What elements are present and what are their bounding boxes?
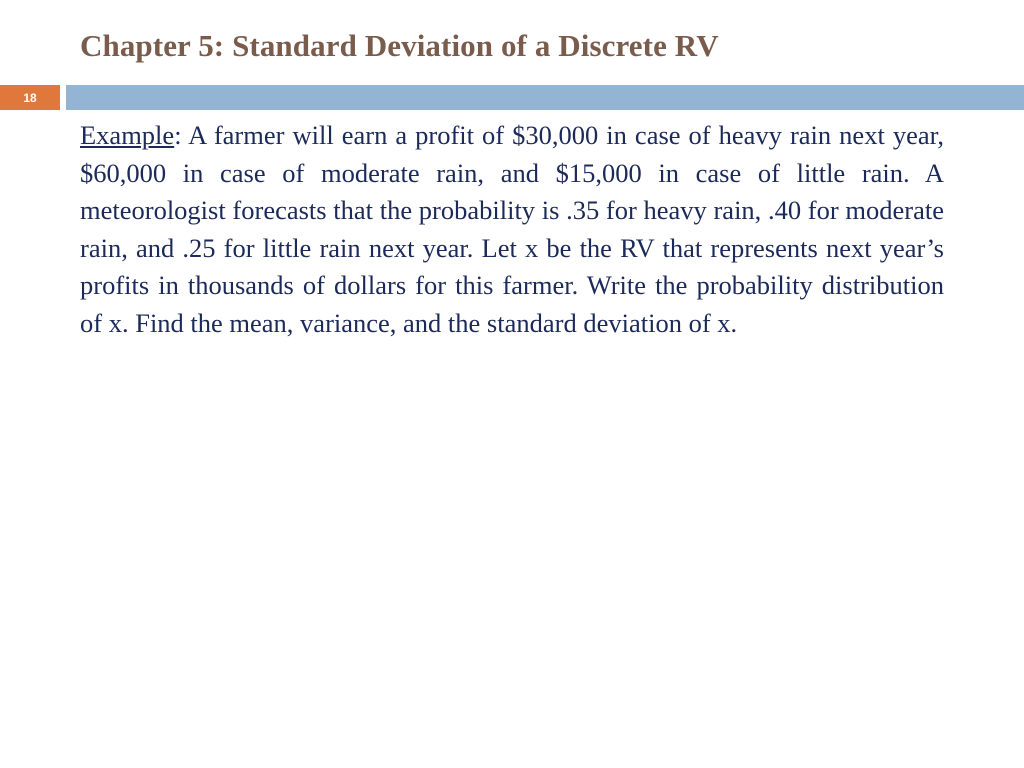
example-body: A farmer will earn a profit of $30,000 in case of heavy rain next year, $60,000 in case of moderate rain, and $15,000 in case of little rain. A meteorologist forecasts that the probability is .35 for heavy rain, .40 for moderate rain, and .25 for little rain next year. Let x be the RV that represents next year’s profits in thousands of dollars for this farmer. Write the probability distribution of x. Find the mean, variance, and the standard deviation of x.: [80, 120, 944, 338]
header-bar: [66, 85, 1024, 110]
page-number-badge: [0, 85, 60, 110]
example-separator: :: [174, 120, 182, 150]
example-label: Example: [80, 120, 175, 150]
page-number: 18: [23, 90, 37, 105]
slide-title: Chapter 5: Standard Deviation of a Discrete RV: [80, 28, 719, 63]
example-paragraph: [80, 117, 944, 342]
